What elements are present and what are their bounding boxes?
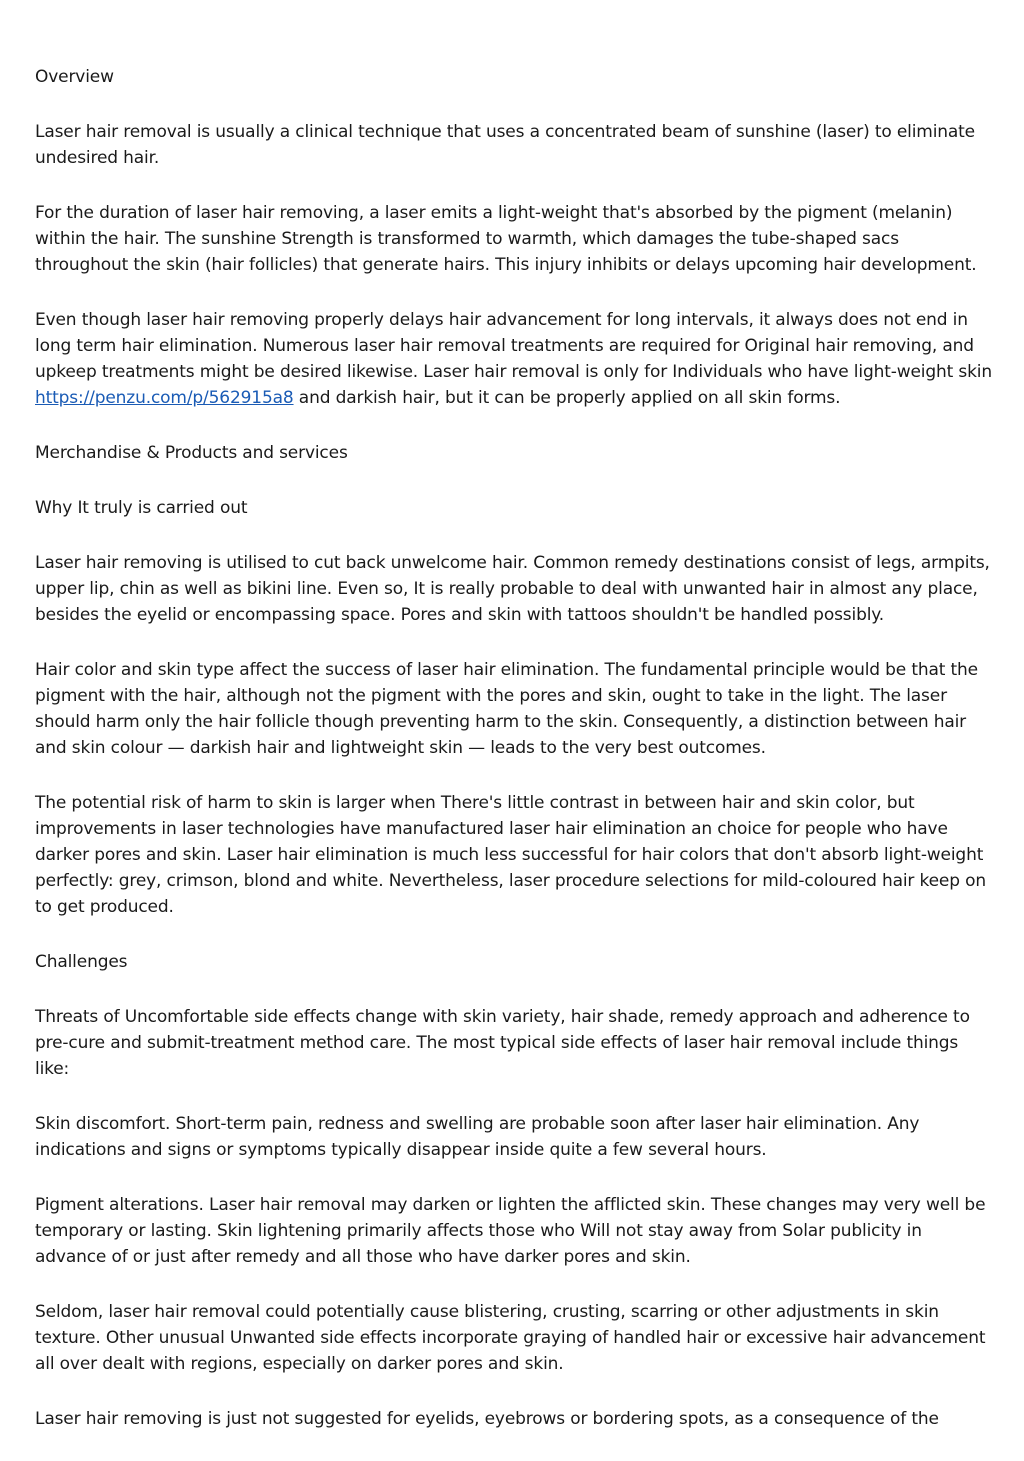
paragraph-hair-color: Hair color and skin type affect the success of laser hair elimination. The fundamental principle would be that the pigment with the hair, although not the pigment with the pores and skin, ought to take in the light. The laser should harm only the hair follicle though preventing harm to the skin. Consequently, a distinction between hair and skin colour — darkish hair and lightweight skin — leads to the very best outcomes. (35, 660, 978, 758)
paragraph-uses: Laser hair removing is utilised to cut back unwelcome hair. Common remedy destinations consist of legs, armpits, upper lip, chin as well as bikini line. Even so, It is really probable to deal with unwanted hair in almost any place, besides the eyelid or encompassing space. Pores and skin with tattoos shouldn't be handled possibly. (35, 553, 990, 625)
paragraph-seldom: Seldom, laser hair removal could potentially cause blistering, crusting, scarring or other adjustments in skin texture. Other unusual Unwanted side effects incorporate graying of handled hair or excessive hair advancement all over dealt with regions, especially on darker pores and skin. (35, 1302, 986, 1374)
paragraph-pigment: Pigment alterations. Laser hair removal may darken or lighten the afflicted skin. These changes may very well be temporary or lasting. Skin lightening primarily affects those who Will not stay away from Solar publicity in advance of or just after remedy and all those who have darker pores and skin. (35, 1195, 986, 1267)
paragraph-how-it-works: For the duration of laser hair removing, a laser emits a light-weight that's absorbed by the pigment (melanin) within the hair. The sunshine Strength is transformed to warmth, which damages the tube-shaped sacs throughout the skin (hair follicles) that generate hairs. This injury inhibits or delays upcoming hair development. (35, 203, 977, 275)
paragraph-effectiveness-text-2: and darkish hair, but it can be properly applied on all skin forms. (293, 388, 841, 408)
paragraph-effectiveness-text-1: Even though laser hair removing properly delays hair advancement for long intervals, it always does not end in long term hair elimination. Numerous laser hair removal treatments are required for Original hair removing, and upkeep treatments might be desired likewise. Laser hair removal is only for Individuals who have light-weight skin (35, 310, 992, 382)
paragraph-eyelids: Laser hair removing is just not suggested for eyelids, eyebrows or bordering spots, as a consequence of the (35, 1409, 939, 1429)
paragraph-intro: Laser hair removal is usually a clinical technique that uses a concentrated beam of sunshine (laser) to eliminate undesired hair. (35, 122, 975, 168)
heading-overview: Overview (35, 67, 114, 87)
paragraph-effectiveness (35, 307, 995, 411)
document-body (35, 64, 995, 1461)
heading-products-services: Merchandise & Products and services (35, 443, 348, 463)
paragraph-side-effects: Threats of Uncomfortable side effects change with skin variety, hair shade, remedy approach and adherence to pre-cure and submit-treatment method care. The most typical side effects of laser hair removal include things like: (35, 1007, 970, 1079)
paragraph-risk-contrast: The potential risk of harm to skin is larger when There's little contrast in between hair and skin color, but improvements in laser technologies have manufactured laser hair elimination an choice for people who have darker pores and skin. Laser hair elimination is much less successful for hair colors that don't absorb light-weight perfectly: grey, crimson, blond and white. Nevertheless, laser procedure selections for mild-coloured hair keep on to get produced. (35, 793, 986, 917)
paragraph-skin-discomfort: Skin discomfort. Short-term pain, redness and swelling are probable soon after laser hair elimination. Any indications and signs or symptoms typically disappear inside quite a few several hours. (35, 1114, 920, 1160)
heading-why-done: Why It truly is carried out (35, 498, 248, 518)
heading-challenges: Challenges (35, 952, 128, 972)
penzu-link[interactable]: https://penzu.com/p/562915a8 (35, 388, 294, 408)
